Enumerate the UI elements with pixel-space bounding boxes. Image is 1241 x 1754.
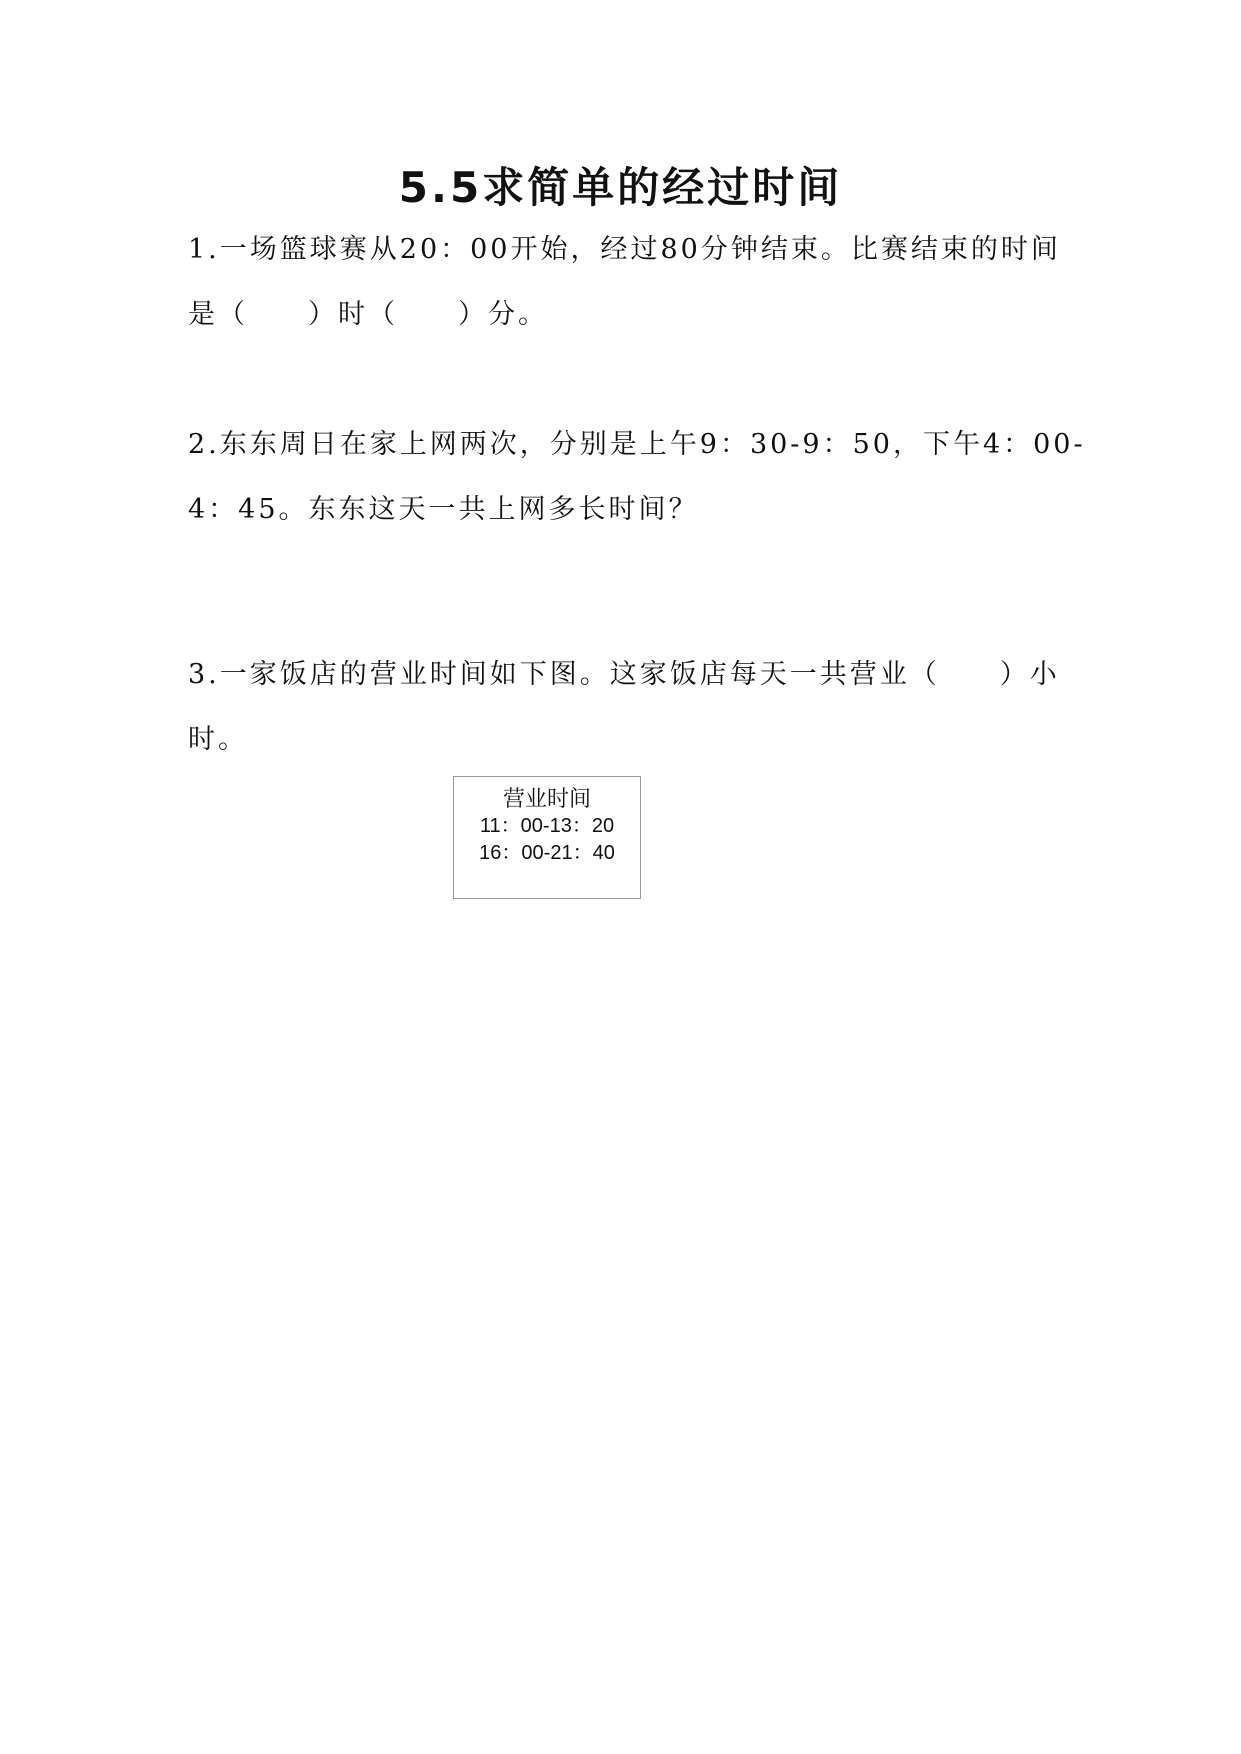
question-1-line-2: 是（ ）时（ ）分。 — [188, 299, 548, 330]
question-1-line-1: 1.一场篮球赛从20：00开始，经过80分钟结束。比赛结束的时间 — [188, 234, 1061, 265]
question-3-line-1: 3.一家饭店的营业时间如下图。这家饭店每天一共营业（ ）小 — [188, 659, 1060, 690]
question-2-line-2: 4：45。东东这天一共上网多长时间？ — [188, 494, 699, 525]
question-2-line-1: 2.东东周日在家上网两次，分别是上午9：30-9：50，下午4：00- — [188, 429, 1086, 460]
business-hours-row-2: 16：00-21：40 — [479, 842, 615, 864]
page-title: 5.5求简单的经过时间 — [398, 163, 843, 212]
business-hours-box — [453, 776, 641, 899]
question-3-line-2: 时。 — [188, 724, 248, 755]
business-hours-row-1: 11：00-13：20 — [479, 815, 615, 837]
business-hours-title: 营业时间 — [502, 786, 591, 811]
